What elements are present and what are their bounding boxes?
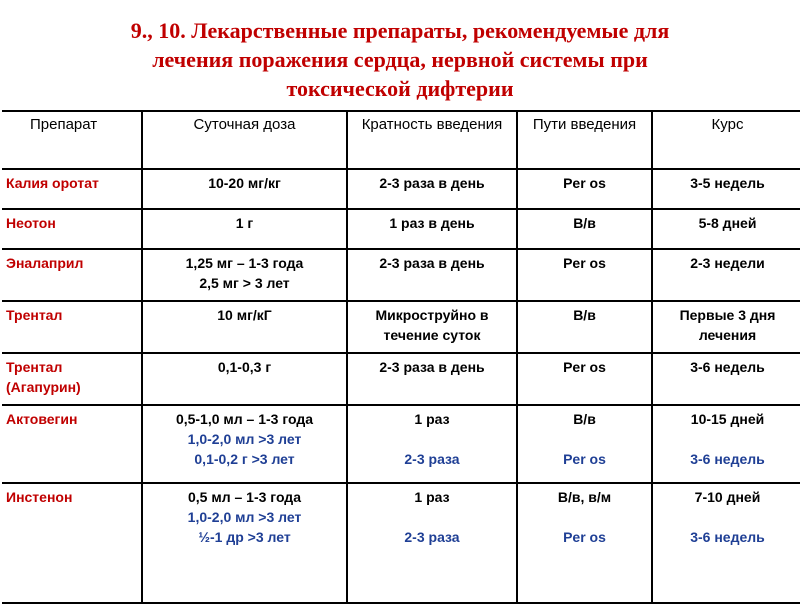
title-line-2: лечения поражения сердца, нервной системы при: [152, 47, 648, 72]
drug-name-cell: Трентал: [2, 301, 142, 353]
frequency-line: 2-3 раза: [404, 451, 460, 467]
table-row: [2, 249, 800, 301]
dose-line: 10-20 мг/кг: [208, 175, 281, 191]
route-line: В/в: [573, 411, 596, 427]
drug-name-cell: Неотон: [2, 209, 142, 249]
frequency-cell: [347, 405, 517, 483]
frequency-line: Микроструйно в течение суток: [375, 307, 489, 343]
route-line: В/в: [573, 215, 596, 231]
route-line: В/в: [573, 307, 596, 323]
course-cell: [652, 353, 800, 405]
spacer: [657, 507, 798, 527]
header-frequency: Кратность введения: [347, 111, 517, 169]
course-line: Первые 3 дня лечения: [679, 307, 776, 343]
route-cell: [517, 249, 652, 301]
frequency-line: 2-3 раза: [404, 529, 460, 545]
course-line: 3-6 недель: [690, 359, 765, 375]
dose-line: 0,1-0,3 г: [217, 359, 272, 375]
dose-cell: [142, 169, 347, 209]
header-course: Курс: [652, 111, 800, 169]
frequency-cell: [347, 249, 517, 301]
course-cell: [652, 301, 800, 353]
drugs-table: [2, 110, 800, 604]
route-cell: [517, 169, 652, 209]
course-line: 3-6 недель: [690, 451, 765, 467]
course-cell: [652, 209, 800, 249]
table-row: [2, 209, 800, 249]
table-row: [2, 353, 800, 405]
dose-line: 0,5-1,0 мл – 1-3 года: [175, 411, 314, 427]
frequency-line: 1 раз: [414, 411, 450, 427]
dose-cell: [142, 353, 347, 405]
route-cell: [517, 209, 652, 249]
frequency-cell: [347, 169, 517, 209]
frequency-cell: [347, 483, 517, 603]
route-line: В/в, в/м: [557, 489, 612, 505]
dose-line: 10 мг/кГ: [217, 307, 272, 323]
course-cell: [652, 169, 800, 209]
drug-name-cell: Актовегин: [2, 405, 142, 483]
dose-line: 2,5 мг > 3 лет: [199, 275, 290, 291]
table-row: [2, 405, 800, 483]
dose-line: ½-1 др >3 лет: [198, 529, 291, 545]
course-line: 2-3 недели: [690, 255, 765, 271]
dose-cell: [142, 301, 347, 353]
route-line: Per os: [563, 451, 606, 467]
dose-line: 0,1-0,2 г >3 лет: [194, 451, 295, 467]
dose-cell: [142, 483, 347, 603]
frequency-cell: [347, 353, 517, 405]
course-cell: [652, 249, 800, 301]
dose-cell: [142, 405, 347, 483]
spacer: [352, 429, 512, 449]
route-cell: [517, 301, 652, 353]
course-line: 7-10 дней: [694, 489, 761, 505]
route-line: Per os: [563, 529, 606, 545]
route-cell: [517, 353, 652, 405]
route-line: Per os: [563, 175, 606, 191]
drug-name-cell: Трентал (Агапурин): [2, 353, 142, 405]
drug-name-cell: Эналаприл: [2, 249, 142, 301]
course-cell: [652, 405, 800, 483]
route-line: Per os: [563, 255, 606, 271]
table-row: [2, 169, 800, 209]
route-cell: [517, 483, 652, 603]
drug-name-cell: Калия оротат: [2, 169, 142, 209]
dose-line: 0,5 мл – 1-3 года: [188, 489, 301, 505]
spacer: [657, 429, 798, 449]
slide-title: [0, 16, 800, 103]
header-dose: Суточная доза: [142, 111, 347, 169]
title-line-1: 9., 10. Лекарственные препараты, рекомендуемые для: [130, 18, 670, 43]
route-line: Per os: [563, 359, 606, 375]
dose-cell: [142, 249, 347, 301]
frequency-cell: [347, 301, 517, 353]
drug-name-cell: Инстенон: [2, 483, 142, 603]
header-route: Пути введения: [517, 111, 652, 169]
dose-line: 1,0-2,0 мл >3 лет: [187, 509, 302, 525]
course-line: 5-8 дней: [698, 215, 757, 231]
frequency-line: 2-3 раза в день: [379, 359, 485, 375]
dose-line: 1,25 мг – 1-3 года: [185, 255, 304, 271]
table-header-row: [2, 111, 800, 169]
course-line: 10-15 дней: [690, 411, 765, 427]
frequency-line: 2-3 раза в день: [379, 175, 485, 191]
spacer: [522, 429, 647, 449]
frequency-line: 1 раз: [414, 489, 450, 505]
dose-line: 1,0-2,0 мл >3 лет: [187, 431, 302, 447]
spacer: [352, 507, 512, 527]
dose-line: 1 г: [235, 215, 254, 231]
frequency-line: 1 раз в день: [389, 215, 475, 231]
course-line: 3-5 недель: [690, 175, 765, 191]
frequency-cell: [347, 209, 517, 249]
title-line-3: токсической дифтерии: [286, 76, 514, 101]
spacer: [522, 507, 647, 527]
course-line: 3-6 недель: [690, 529, 765, 545]
dose-cell: [142, 209, 347, 249]
header-drug: Препарат: [2, 111, 142, 169]
table-row: [2, 301, 800, 353]
route-cell: [517, 405, 652, 483]
course-cell: [652, 483, 800, 603]
frequency-line: 2-3 раза в день: [379, 255, 485, 271]
table-row: [2, 483, 800, 603]
